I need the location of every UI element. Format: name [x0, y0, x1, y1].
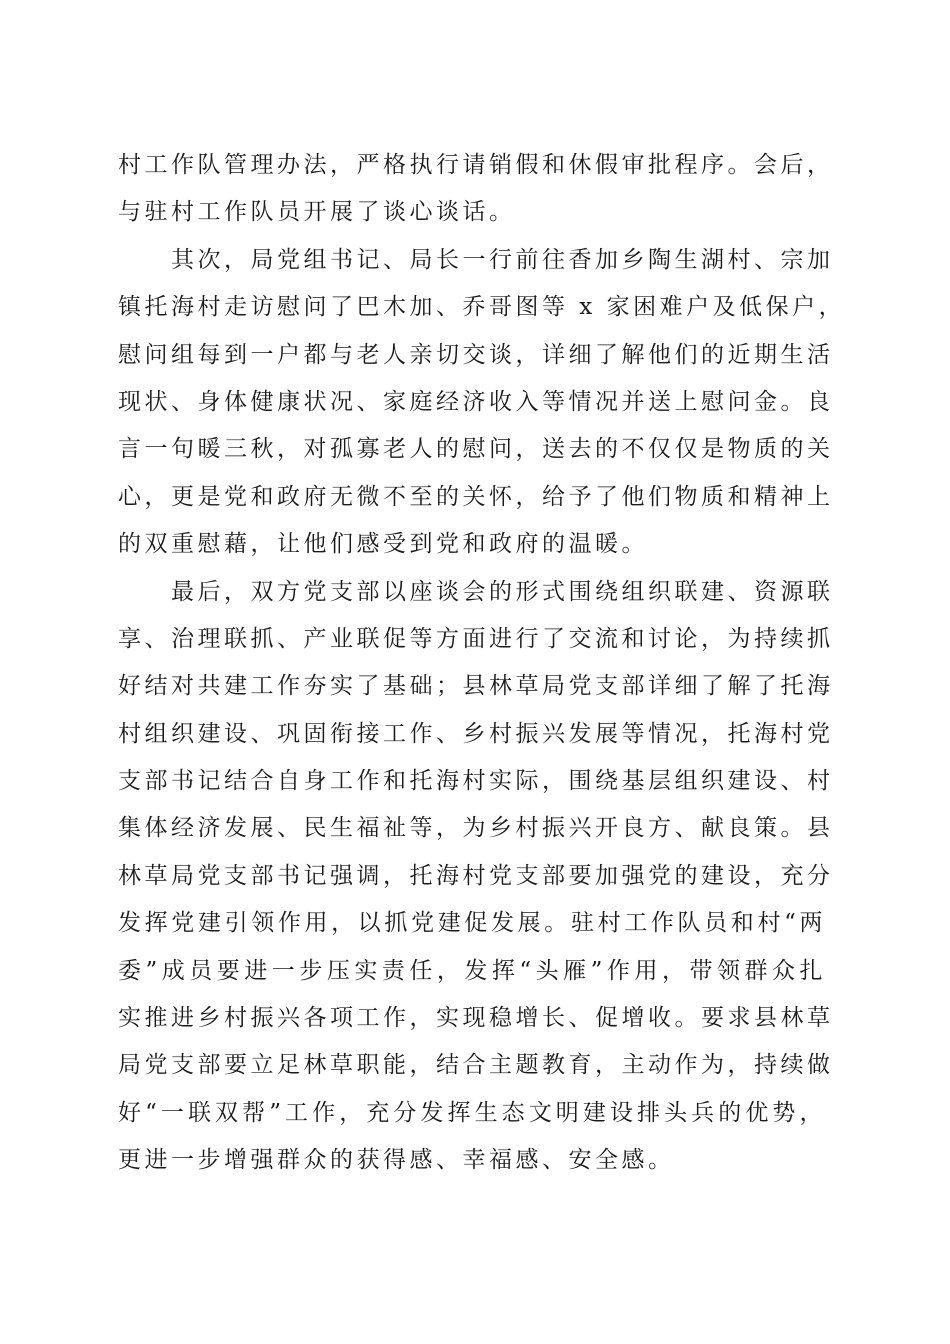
text-line: 林草局党支部书记强调，托海村党支部要加强党的建设，充分	[118, 862, 834, 889]
document-body	[118, 142, 846, 1185]
text-line: 集体经济发展、民生福祉等，为乡村振兴开良方、献良策。县	[118, 815, 834, 842]
text-line: 好“一联双帮”工作，充分发挥生态文明建设排头兵的优势，	[118, 1099, 826, 1126]
text-line: 心，更是党和政府无微不至的关怀，给予了他们物质和精神上	[118, 483, 834, 510]
text-line: 好结对共建工作夯实了基础；县林草局党支部详细了解了托海	[118, 673, 834, 700]
text-line: 支部书记结合自身工作和托海村实际，围绕基层组织建设、村	[118, 768, 834, 795]
text-line: 局党支部要立足林草职能，结合主题教育，主动作为，持续做	[118, 1052, 834, 1079]
text-line: 与驻村工作队员开展了谈心谈话。	[118, 199, 516, 226]
text-line: 的双重慰藉，让他们感受到党和政府的温暖。	[118, 531, 648, 558]
text-line: 村工作队管理办法，严格执行请销假和休假审批程序。会后，	[118, 152, 834, 178]
text-line: 实推进乡村振兴各项工作，实现稳增长、促增收。要求县林草	[118, 1005, 834, 1032]
text-line: 更进一步增强群众的获得感、幸福感、安全感。	[118, 1147, 675, 1174]
text-line: 最后，双方党支部以座谈会的形式围绕组织联建、资源联	[171, 578, 834, 605]
text-line: 其次，局党组书记、局长一行前往香加乡陶生湖村、宗加	[171, 246, 834, 273]
paragraph-2	[118, 237, 846, 569]
text-line: 村组织建设、巩固衔接工作、乡村振兴发展等情况，托海村党	[118, 720, 834, 747]
text-line: 委”成员要进一步压实责任，发挥“头雁”作用，带领群众扎	[118, 957, 826, 984]
text-line: 慰问组每到一户都与老人亲切交谈，详细了解他们的近期生活	[118, 341, 834, 368]
text-line: 发挥党建引领作用，以抓党建促发展。驻村工作队员和村“两	[118, 910, 826, 937]
paragraph-1	[118, 142, 834, 237]
text-line: 现状、身体健康状况、家庭经济收入等情况并送上慰问金。良	[118, 388, 834, 415]
text-line: 享、治理联抓、产业联促等方面进行了交流和讨论，为持续抓	[118, 625, 834, 652]
text-line: 言一句暖三秋，对孤寡老人的慰问，送去的不仅仅是物质的关	[118, 436, 834, 463]
text-line: 镇托海村走访慰问了巴木加、乔哥图等 x 家困难户及低保户，	[118, 294, 846, 321]
paragraph-3	[118, 569, 834, 1185]
